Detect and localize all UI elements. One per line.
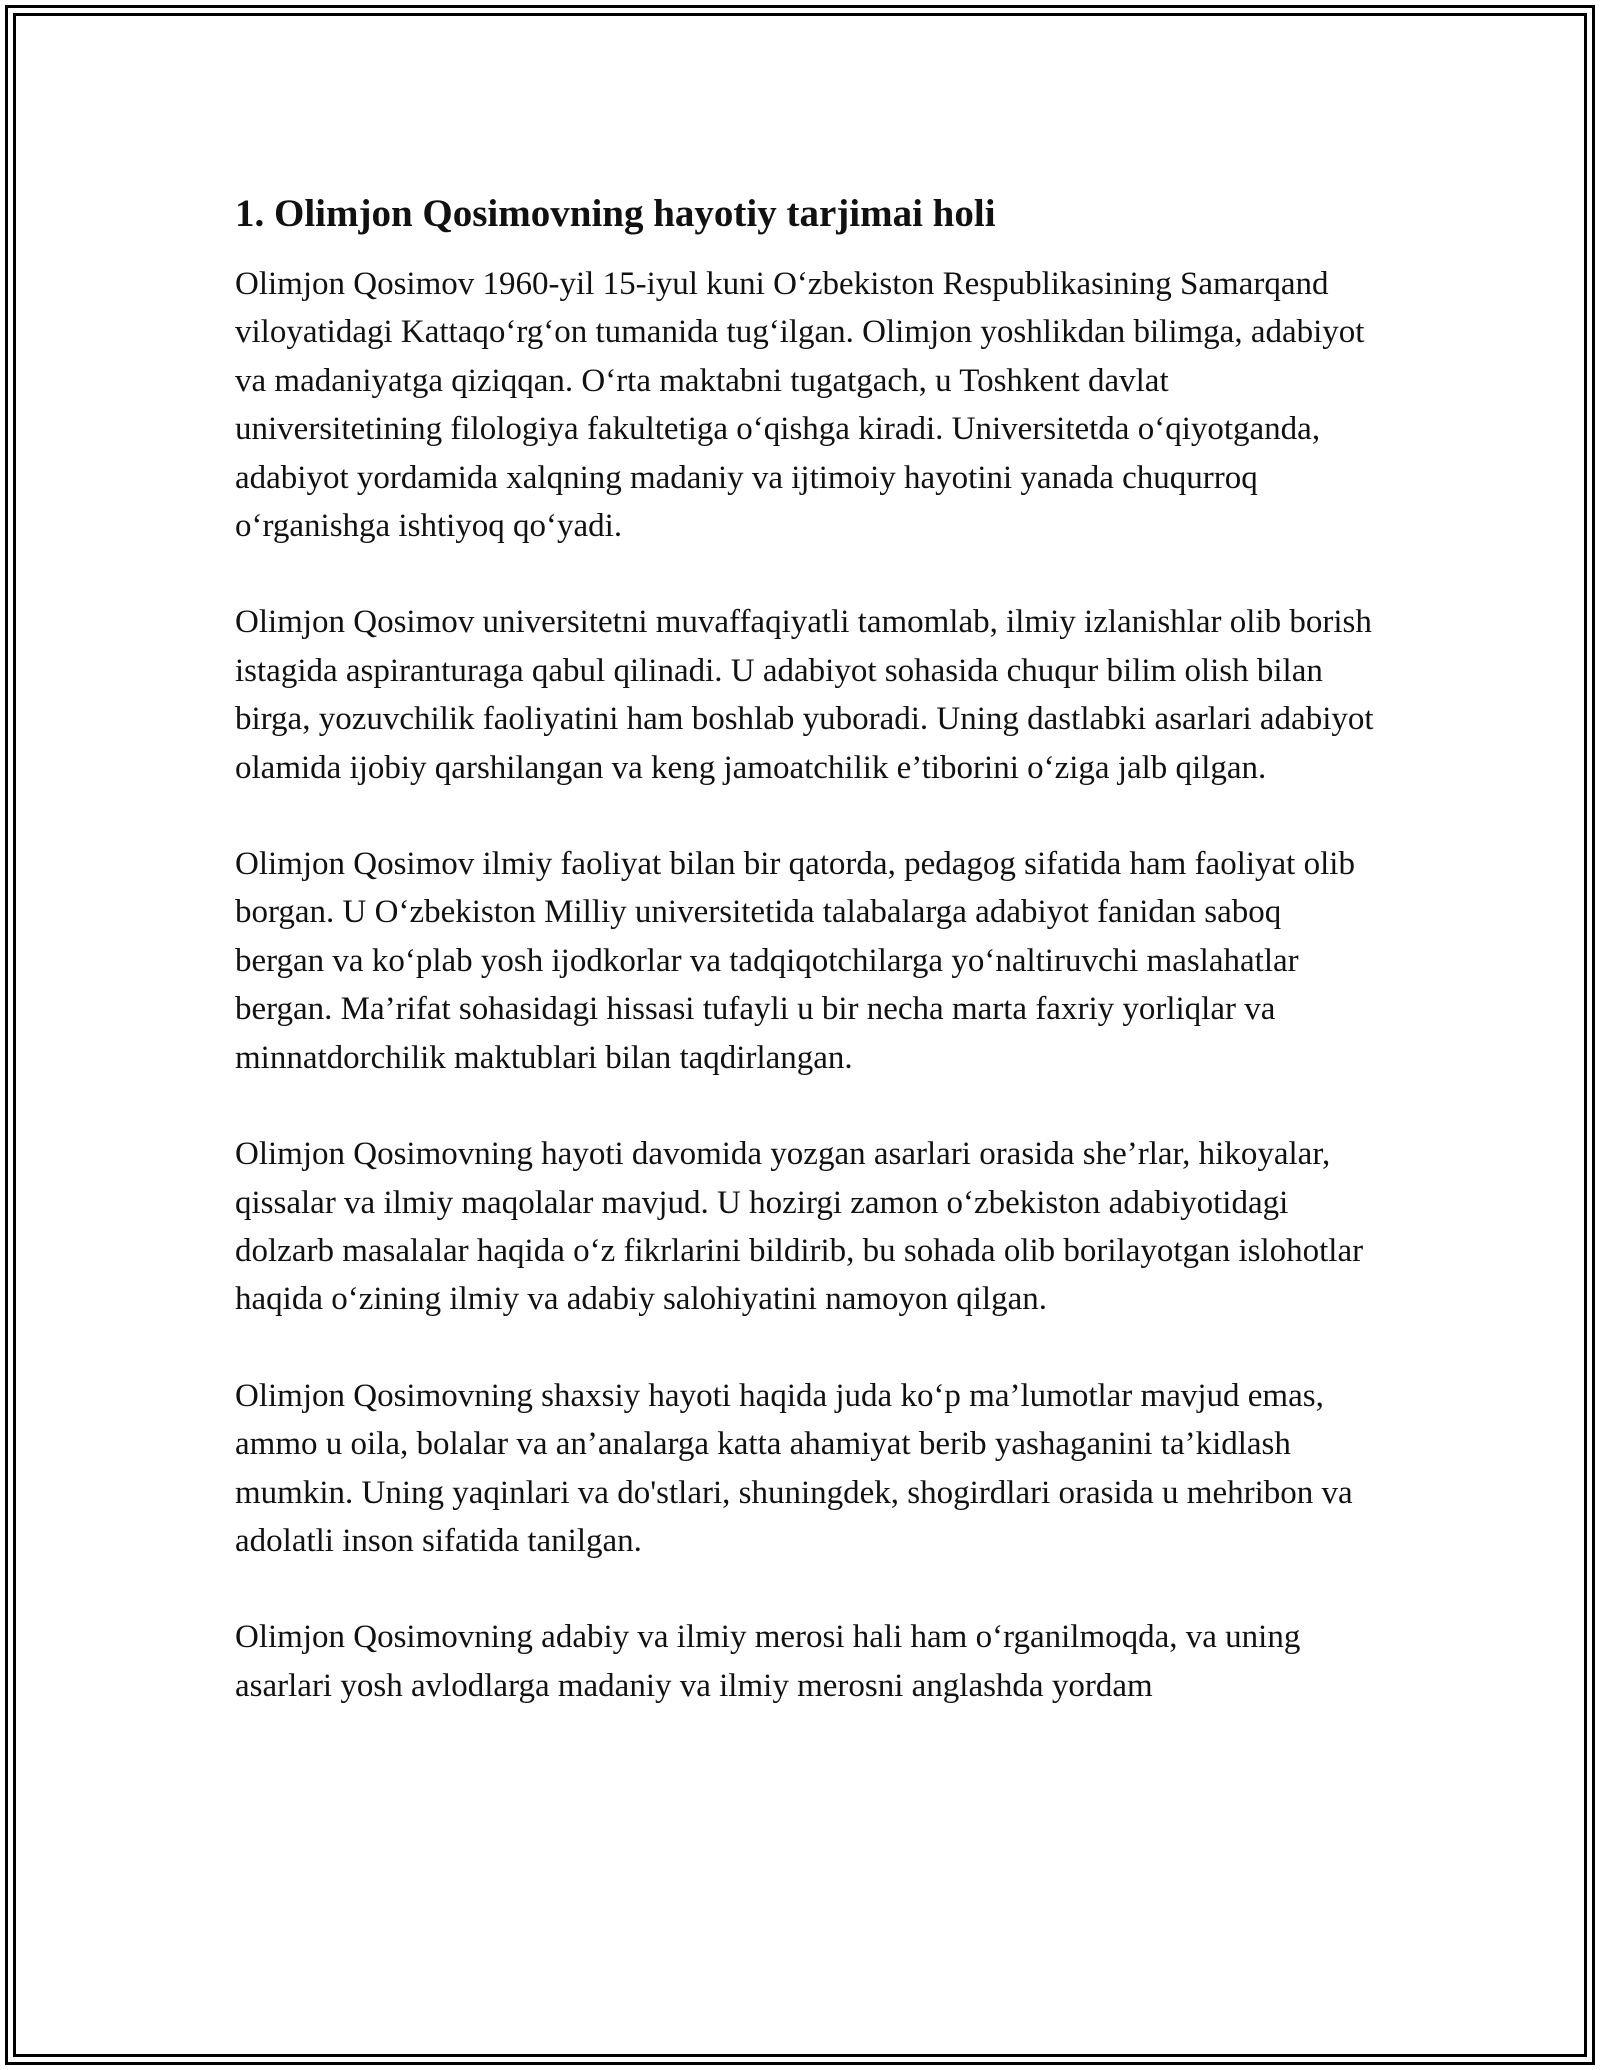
paragraph-1: Olimjon Qosimov 1960-yil 15-iyul kuni O‘zbekiston Respublikasining Samarqand viloyatidagi Kattaqo‘rg‘on tumanida tug‘ilgan. Olimjon yoshlikdan bilimga, adabiyot va madaniyatga qiziqqan. O‘rta maktabni tugatgach, u Toshkent davlat universitetining filologiya fakultetiga o‘qishga kiradi. Universitetda o‘qiyotganda, adabiyot yordamida xalqning madaniy va ijtimoiy hayotini yanada chuqurroq o‘rganishga ishtiyoq qo‘yadi. (235, 266, 1365, 545)
paragraph-2: Olimjon Qosimov universitetni muvaffaqiyatli tamomlab, ilmiy izlanishlar olib borish istagida aspiranturaga qabul qilinadi. U adabiyot sohasida chuqur bilim olish bilan birga, yozuvchilik faoliyatini ham boshlab yuboradi. Uning dastlabki asarlari adabiyot olamida ijobiy qarshilangan va keng jamoatchilik e’tiborini o‘ziga jalb qilgan. (235, 604, 1374, 786)
paragraph-6: Olimjon Qosimovning adabiy va ilmiy merosi hali ham o‘rganilmoqda, va uning asarlari yosh avlodlarga madaniy va ilmiy merosni anglashda yordam (235, 1619, 1301, 1704)
paragraph-4: Olimjon Qosimovning hayoti davomida yozgan asarlari orasida she’rlar, hikoyalar, qissalar va ilmiy maqolalar mavjud. U hozirgi zamon o‘zbekiston adabiyotidagi dolzarb masalalar haqida o‘z fikrlarini bildirib, bu sohada olib borilayotgan islohotlar haqida o‘zining ilmiy va adabiy salohiyatini namoyon qilgan. (235, 1136, 1364, 1318)
paragraph-3: Olimjon Qosimov ilmiy faoliyat bilan bir qatorda, pedagog sifatida ham faoliyat olib borgan. U O‘zbekiston Milliy universitetida talabalarga adabiyot fanidan saboq bergan va ko‘plab yosh ijodkorlar va tadqiqotchilarga yo‘naltiruvchi maslahatlar bergan. Ma’rifat sohasidagi hissasi tufayli u bir necha marta faxriy yorliqlar va minnatdorchilik maktublari bilan taqdirlangan. (235, 846, 1355, 1076)
document-body (235, 188, 1375, 1710)
paragraph-5: Olimjon Qosimovning shaxsiy hayoti haqida juda ko‘p ma’lumotlar mavjud emas, ammo u oila, bolalar va an’analarga katta ahamiyat berib yashaganini ta’kidlash mumkin. Uning yaqinlari va do'stlari, shuningdek, shogirdlari orasida u mehribon va adolatli inson sifatida tanilgan. (235, 1377, 1353, 1559)
page-title: 1. Olimjon Qosimovning hayotiy tarjimai holi (235, 192, 996, 235)
